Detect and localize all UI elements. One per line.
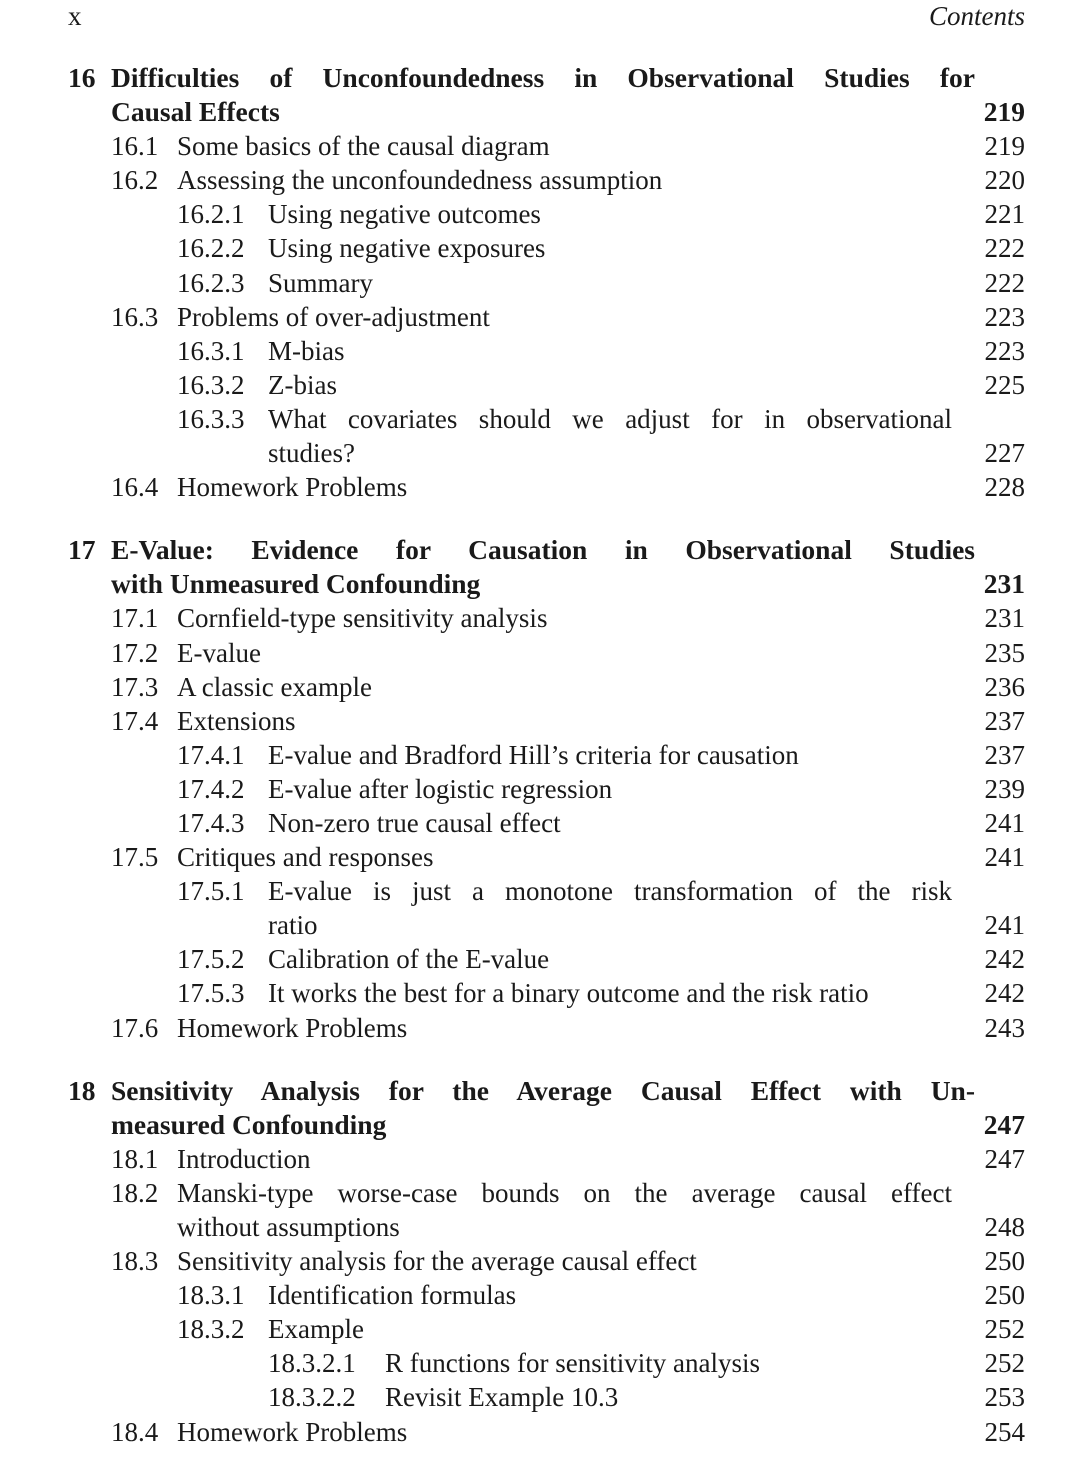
dot-leader	[327, 908, 947, 942]
entry-body	[177, 129, 1025, 163]
toc-entry[interactable]	[0, 266, 1025, 300]
entry-title[interactable]: Homework Problems	[177, 1416, 408, 1447]
entry-number: 17.4.2	[177, 773, 245, 804]
table-of-contents	[0, 61, 1080, 1449]
entry-number: 17.5.1	[177, 876, 245, 907]
dot-leader	[555, 231, 947, 265]
entry-body	[385, 1346, 1025, 1380]
page-number: 239	[984, 773, 1025, 804]
entry-body	[111, 61, 975, 95]
page-number: 254	[984, 1416, 1025, 1447]
entry-title[interactable]: Introduction	[177, 1143, 311, 1174]
entry-number: 16.3.1	[177, 335, 245, 366]
page-number: 252	[984, 1348, 1025, 1379]
toc-entry[interactable]	[0, 1244, 1025, 1278]
entry-body	[177, 1244, 1025, 1278]
page-number: 222	[984, 267, 1025, 298]
page-number: 231	[983, 568, 1025, 600]
toc-entry[interactable]	[0, 636, 1025, 670]
dot-leader	[383, 266, 947, 300]
dot-leader	[560, 129, 947, 163]
entry-title[interactable]: Some basics of the causal diagram	[177, 131, 550, 162]
page-number: 252	[984, 1314, 1025, 1345]
entry-body	[268, 231, 1025, 265]
entry-title[interactable]: What covariates should we adjust for in observational	[268, 403, 952, 434]
entry-number: 16.2.2	[177, 233, 245, 264]
dot-leader	[571, 806, 947, 840]
page-number: 243	[984, 1012, 1025, 1043]
entry-title[interactable]: Assessing the unconfoundedness assumption	[177, 165, 663, 196]
entry-title[interactable]: Sensitivity analysis for the average causal effect	[177, 1246, 697, 1277]
toc-entry[interactable]	[0, 300, 1025, 334]
toc-entry[interactable]	[0, 1380, 1025, 1414]
entry-title[interactable]: M-bias	[268, 335, 345, 366]
toc-entry[interactable]	[0, 1346, 1025, 1380]
chapter-title[interactable]: with Unmeasured Confounding	[111, 568, 481, 600]
toc-entry[interactable]	[0, 1011, 1025, 1045]
entry-title[interactable]: Revisit Example 10.3	[385, 1382, 619, 1413]
entry-body	[268, 266, 1025, 300]
toc-entry[interactable]	[0, 334, 1025, 368]
entry-number: 16.3.2	[177, 369, 245, 400]
page-number: 219	[983, 96, 1025, 128]
page-number: 248	[984, 1212, 1025, 1242]
entry-number: 17.4.1	[177, 739, 245, 770]
chapter-title[interactable]: Sensitivity Analysis for the Average Causal Effect with Un-	[111, 1074, 975, 1106]
toc-entry[interactable]	[0, 806, 1025, 840]
entry-title[interactable]: Homework Problems	[177, 472, 408, 503]
entry-number: 17.6	[111, 1012, 159, 1043]
entry-body	[385, 1380, 1025, 1414]
dot-leader	[290, 95, 947, 129]
chapter-title[interactable]: Difficulties of Unconfoundedness in Observational Studies for	[111, 62, 975, 93]
toc-entry[interactable]	[0, 874, 1025, 908]
entry-number: 18.3.1	[177, 1280, 245, 1311]
entry-title[interactable]: E-value after logistic regression	[268, 773, 613, 804]
toc-entry[interactable]	[0, 163, 1025, 197]
dot-leader	[559, 942, 947, 976]
page-number: 250	[984, 1246, 1025, 1277]
entry-number: 16.3.3	[177, 403, 245, 434]
entry-body	[268, 197, 1025, 231]
page-number: 242	[984, 978, 1025, 1009]
toc-entry[interactable]	[0, 670, 1025, 704]
entry-body	[177, 704, 1025, 738]
entry-title[interactable]: E-value is just a monotone transformation of the risk	[268, 876, 952, 907]
toc-entry[interactable]	[0, 908, 1025, 942]
entry-body	[177, 840, 1025, 874]
page-number: x	[68, 1, 82, 31]
entry-number: 18.3.2.1	[268, 1348, 356, 1379]
dot-leader	[500, 300, 947, 334]
page-number: 222	[984, 233, 1025, 264]
entry-title[interactable]: ratio	[268, 910, 318, 941]
dot-leader	[622, 772, 947, 806]
dot-leader	[417, 470, 947, 504]
entry-body	[177, 1011, 1025, 1045]
entry-title[interactable]: Critiques and responses	[177, 842, 434, 873]
entry-title[interactable]: E-value and Bradford Hill’s criteria for causation	[268, 739, 799, 770]
entry-title[interactable]: E-value	[177, 637, 261, 668]
toc-entry[interactable]	[0, 1278, 1025, 1312]
dot-leader	[306, 704, 948, 738]
entry-body	[177, 470, 1025, 504]
entry-title[interactable]: Problems of over-adjustment	[177, 301, 490, 332]
dot-leader	[320, 1142, 947, 1176]
entry-body	[177, 1176, 952, 1210]
dot-leader	[382, 670, 947, 704]
entry-number: 18.3	[111, 1246, 159, 1277]
dot-leader	[271, 636, 947, 670]
page-number: 237	[984, 739, 1025, 770]
entry-number: 17.5.2	[177, 944, 245, 975]
toc-entry[interactable]	[0, 704, 1025, 738]
chapter-spacer	[0, 504, 1080, 533]
chapter-title[interactable]: Causal Effects	[111, 96, 280, 128]
entry-number: 17.1	[111, 603, 159, 634]
chapter-heading-line[interactable]	[0, 567, 1025, 601]
page-number: 235	[984, 637, 1025, 668]
entry-title[interactable]: A classic example	[177, 671, 372, 702]
entry-body	[177, 1142, 1025, 1176]
entry-number: 18.3.2.2	[268, 1382, 356, 1413]
entry-title[interactable]: Identification formulas	[268, 1280, 517, 1311]
entry-body	[268, 772, 1025, 806]
entry-number: 18.3.2	[177, 1314, 245, 1345]
page-number: 221	[984, 199, 1025, 230]
page-number: 241	[984, 910, 1025, 941]
chapter-title[interactable]: E-Value: Evidence for Causation in Observational Studies	[111, 534, 975, 566]
entry-title[interactable]: Using negative exposures	[268, 233, 546, 264]
page-number: 247	[983, 1108, 1025, 1140]
entry-body	[177, 601, 1025, 635]
toc-entry[interactable]	[0, 1210, 1025, 1244]
entry-number: 16.2.3	[177, 267, 245, 298]
dot-leader	[879, 976, 947, 1010]
chapter-heading-line[interactable]	[0, 61, 1025, 95]
dot-leader	[526, 1278, 947, 1312]
entry-number: 17.2	[111, 637, 159, 668]
page-number: 223	[984, 301, 1025, 332]
page-number: 227	[984, 438, 1025, 469]
entry-body	[268, 976, 1025, 1010]
entry-title[interactable]: R functions for sensitivity analysis	[385, 1348, 760, 1379]
entry-number: 18.2	[111, 1177, 159, 1208]
page-number: 231	[984, 603, 1025, 634]
entry-title[interactable]: Homework Problems	[177, 1012, 408, 1043]
entry-body	[177, 300, 1025, 334]
dot-leader	[417, 1011, 947, 1045]
running-title: Contents	[928, 1, 1025, 31]
chapter-heading-line[interactable]	[0, 1074, 1025, 1108]
entry-number: 18.1	[111, 1143, 159, 1174]
entry-body	[111, 567, 1025, 601]
chapter-number: 17	[68, 534, 96, 566]
chapter-number: 18	[68, 1074, 96, 1106]
dot-leader	[417, 1415, 947, 1449]
entry-body	[111, 1074, 975, 1108]
dot-leader	[707, 1244, 947, 1278]
entry-title[interactable]: Cornfield-type sensitivity analysis	[177, 603, 548, 634]
entry-body	[177, 670, 1025, 704]
toc-entry[interactable]	[0, 436, 1025, 470]
chapter-heading-line[interactable]	[0, 1108, 1025, 1142]
page-number: 223	[984, 335, 1025, 366]
toc-entry[interactable]	[0, 470, 1025, 504]
entry-body	[177, 1210, 1025, 1244]
dot-leader	[551, 197, 947, 231]
entry-title[interactable]: without assumptions	[177, 1212, 400, 1242]
entry-number: 17.4.3	[177, 807, 245, 838]
page-number: 253	[984, 1382, 1025, 1413]
dot-leader	[410, 1210, 947, 1244]
entry-number: 16.2	[111, 165, 159, 196]
entry-body	[111, 1108, 1025, 1142]
entry-number: 16.2.1	[177, 199, 245, 230]
dot-leader	[355, 334, 948, 368]
entry-number: 16.3	[111, 301, 159, 332]
dot-leader	[557, 601, 947, 635]
entry-number: 16.1	[111, 131, 159, 162]
dot-leader	[347, 368, 947, 402]
page-number: 220	[984, 165, 1025, 196]
chapter-heading-line[interactable]	[0, 533, 1025, 567]
entry-body	[268, 1312, 1025, 1346]
toc-entry[interactable]	[0, 1415, 1025, 1449]
toc-entry[interactable]	[0, 601, 1025, 635]
dot-leader	[490, 567, 947, 601]
toc-entry[interactable]	[0, 402, 1025, 436]
entry-title[interactable]: Using negative outcomes	[268, 199, 541, 230]
entry-number: 17.5	[111, 842, 159, 873]
toc-entry[interactable]	[0, 738, 1025, 772]
toc-entry[interactable]	[0, 1142, 1025, 1176]
entry-body	[268, 908, 1025, 942]
chapter-spacer	[0, 1045, 1080, 1074]
entry-number: 16.4	[111, 472, 159, 503]
chapter-heading-line[interactable]	[0, 95, 1025, 129]
page-number: 242	[984, 944, 1025, 975]
toc-entry[interactable]	[0, 231, 1025, 265]
dot-leader	[443, 840, 947, 874]
dot-leader	[770, 1346, 947, 1380]
page-number: 241	[984, 842, 1025, 873]
entry-body	[177, 636, 1025, 670]
page-number: 250	[984, 1280, 1025, 1311]
entry-title[interactable]: Calibration of the E-value	[268, 944, 550, 975]
page-number: 237	[984, 705, 1025, 736]
chapter-title[interactable]: measured Confounding	[111, 1108, 387, 1140]
entry-body	[268, 806, 1025, 840]
dot-leader	[374, 1312, 947, 1346]
toc-entry[interactable]	[0, 1312, 1025, 1346]
entry-body	[111, 533, 975, 567]
entry-title[interactable]: Summary	[268, 267, 373, 298]
dot-leader	[809, 738, 947, 772]
entry-body	[268, 738, 1025, 772]
toc-entry[interactable]	[0, 976, 1025, 1010]
toc-entry[interactable]	[0, 1176, 1025, 1210]
entry-title[interactable]: Z-bias	[268, 369, 337, 400]
chapter-number: 16	[68, 62, 96, 93]
entry-title[interactable]: Non-zero true causal effect	[268, 807, 561, 838]
toc-entry[interactable]	[0, 197, 1025, 231]
page-number: 228	[984, 472, 1025, 503]
entry-number: 17.5.3	[177, 978, 245, 1009]
toc-entry[interactable]	[0, 772, 1025, 806]
entry-number: 17.3	[111, 671, 159, 702]
entry-body	[268, 402, 952, 436]
entry-number: 18.4	[111, 1416, 159, 1447]
entry-title[interactable]: It works the best for a binary outcome and the risk ratio	[268, 978, 869, 1009]
entry-body	[268, 874, 952, 908]
entry-title[interactable]: Example	[268, 1314, 364, 1345]
entry-title[interactable]: Manski-type worse-case bounds on the average causal effect	[177, 1177, 952, 1208]
entry-body	[268, 334, 1025, 368]
dot-leader	[365, 436, 947, 470]
dot-leader	[396, 1108, 947, 1142]
dot-leader	[672, 163, 947, 197]
toc-entry[interactable]	[0, 840, 1025, 874]
entry-title[interactable]: Extensions	[177, 705, 296, 736]
toc-entry[interactable]	[0, 368, 1025, 402]
page-number: 241	[984, 807, 1025, 838]
entry-body	[177, 163, 1025, 197]
entry-body	[268, 1278, 1025, 1312]
page-number: 219	[984, 131, 1025, 162]
entry-body	[268, 436, 1025, 470]
toc-entry[interactable]	[0, 942, 1025, 976]
dot-leader	[628, 1380, 947, 1414]
page-number: 225	[984, 369, 1025, 400]
entry-title[interactable]: studies?	[268, 438, 355, 469]
entry-body	[111, 95, 1025, 129]
entry-body	[268, 368, 1025, 402]
toc-entry[interactable]	[0, 129, 1025, 163]
entry-body	[268, 942, 1025, 976]
entry-body	[177, 1415, 1025, 1449]
page-number: 236	[984, 671, 1025, 702]
page-number: 247	[984, 1143, 1025, 1174]
entry-number: 17.4	[111, 705, 159, 736]
